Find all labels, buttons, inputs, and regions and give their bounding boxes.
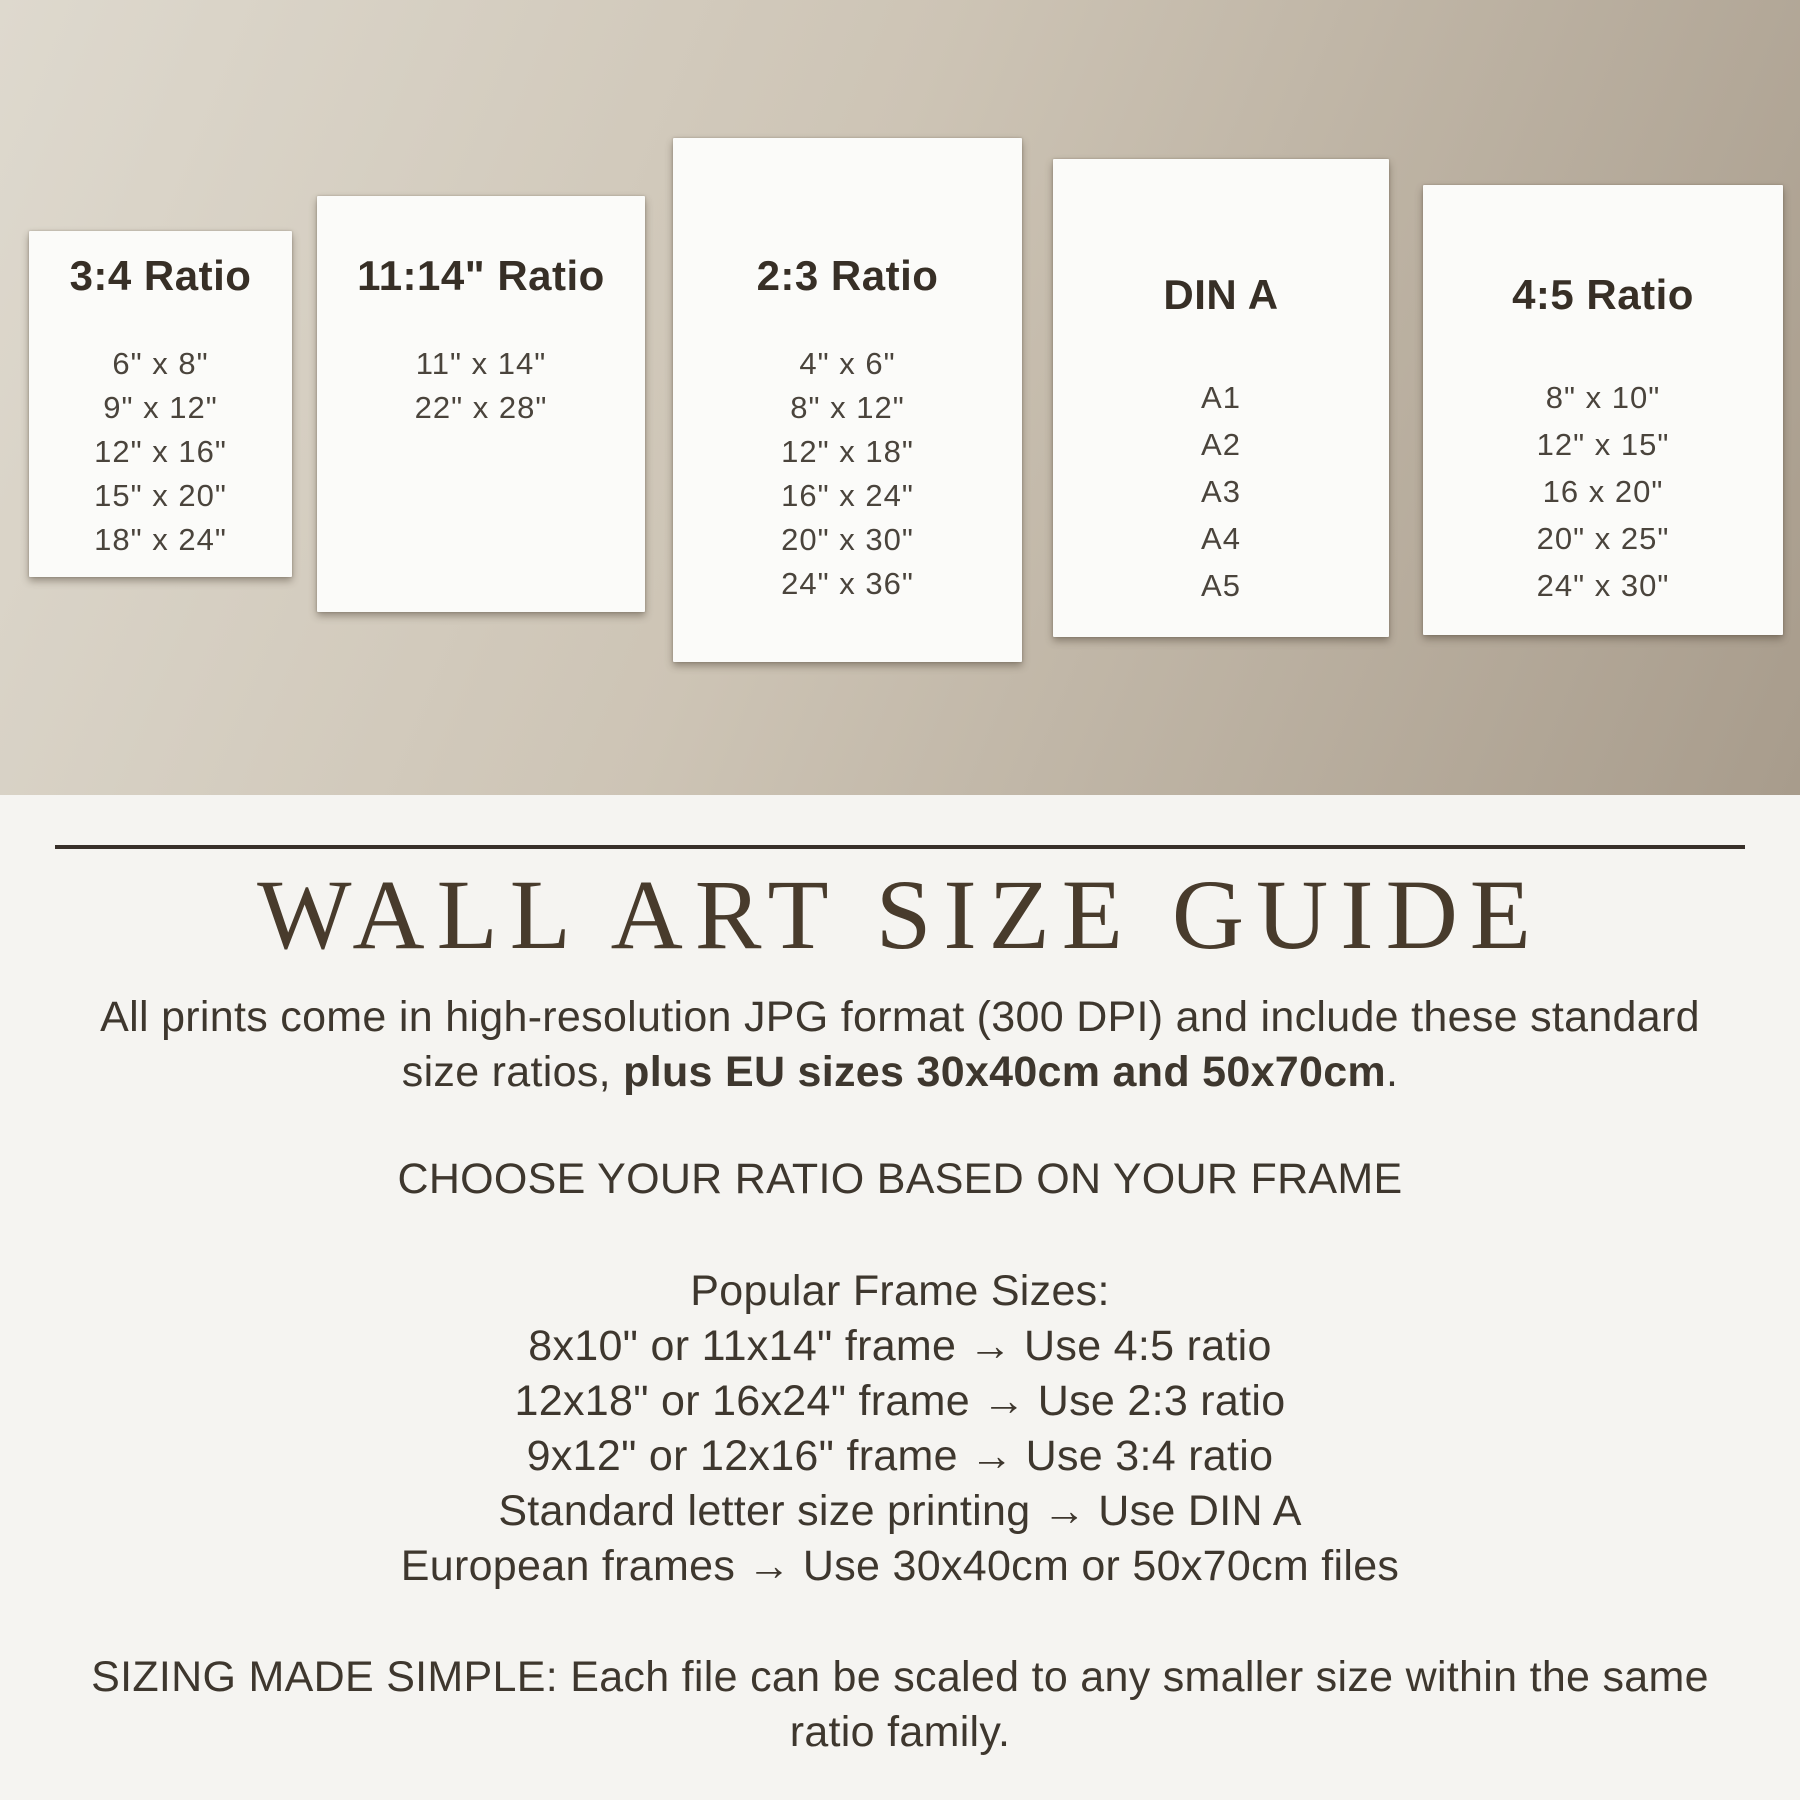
size-line: A1 [1201,380,1241,415]
sizing-note-line-2: ratio family. [789,1708,1011,1756]
size-line: A5 [1201,568,1241,603]
poster-size-list [1423,374,1783,609]
size-line: 20" x 25" [1536,521,1670,556]
poster-card-4-5-ratio [1423,185,1783,635]
intro-line-2-suffix: . [1385,1048,1399,1096]
frame-line: Standard letter size printing → Use DIN A [498,1487,1302,1535]
poster-card-title: 3:4 Ratio [69,252,252,299]
size-line: 12" x 18" [781,434,914,469]
choose-ratio-heading: CHOOSE YOUR RATIO BASED ON YOUR FRAME [397,1155,1403,1203]
poster-card-title: 4:5 Ratio [1512,271,1694,318]
poster-size-list [673,342,1022,606]
size-line: 9" x 12" [103,390,218,425]
popular-frame-sizes-block [0,1264,1800,1594]
size-line: 11" x 14" [415,346,547,381]
intro-line-1: All prints come in high-resolution JPG format (300 DPI) and include these standard [100,993,1700,1041]
size-line: 4" x 6" [799,346,896,381]
size-line: 16" x 24" [781,478,914,513]
poster-size-list [29,342,292,562]
frame-line: 9x12" or 12x16" frame → Use 3:4 ratio [526,1432,1274,1480]
sizing-note [0,1650,1800,1760]
poster-card-3-4-ratio [29,231,292,577]
frame-line: European frames → Use 30x40cm or 50x70cm files [400,1542,1400,1590]
poster-card-title: 11:14" Ratio [357,252,605,299]
poster-card-11-14-ratio [317,196,645,612]
size-line: 18" x 24" [94,522,227,557]
size-line: A4 [1201,521,1241,556]
size-line: 12" x 16" [94,434,227,469]
page-title: WALL ART SIZE GUIDE [257,859,1543,970]
size-line: A2 [1201,427,1241,462]
frame-line: 12x18" or 16x24" frame → Use 2:3 ratio [514,1377,1286,1425]
size-line: 24" x 36" [781,566,914,601]
size-line: 24" x 30" [1536,568,1670,603]
size-line: 20" x 30" [781,522,914,557]
size-line: 16 x 20" [1542,474,1664,509]
intro-line-2-bold: plus EU sizes 30x40cm and 50x70cm [623,1048,1386,1096]
popular-heading: Popular Frame Sizes: [690,1267,1110,1315]
size-line: 22" x 28" [414,390,548,425]
divider-line [55,845,1745,849]
poster-card-title: 2:3 Ratio [756,252,939,299]
intro-paragraph [0,990,1800,1100]
frame-line: 8x10" or 11x14" frame → Use 4:5 ratio [528,1322,1272,1370]
poster-card-2-3-ratio [673,138,1022,662]
poster-size-list [317,342,645,430]
size-line: 8" x 12" [790,390,905,425]
size-line: 15" x 20" [94,478,227,513]
size-line: 8" x 10" [1545,380,1661,415]
poster-card-din-a [1053,159,1389,637]
intro-line-2-prefix: size ratios, [401,1048,624,1096]
size-line: 12" x 15" [1536,427,1670,462]
poster-card-title: DIN A [1163,271,1279,318]
wall-background [0,0,1800,795]
intro-line-2 [0,1045,1800,1100]
size-line: A3 [1201,474,1241,509]
size-line: 6" x 8" [112,346,209,381]
poster-size-list [1053,374,1389,609]
sizing-note-line-1: SIZING MADE SIMPLE: Each file can be scaled to any smaller size within the same [91,1653,1709,1701]
